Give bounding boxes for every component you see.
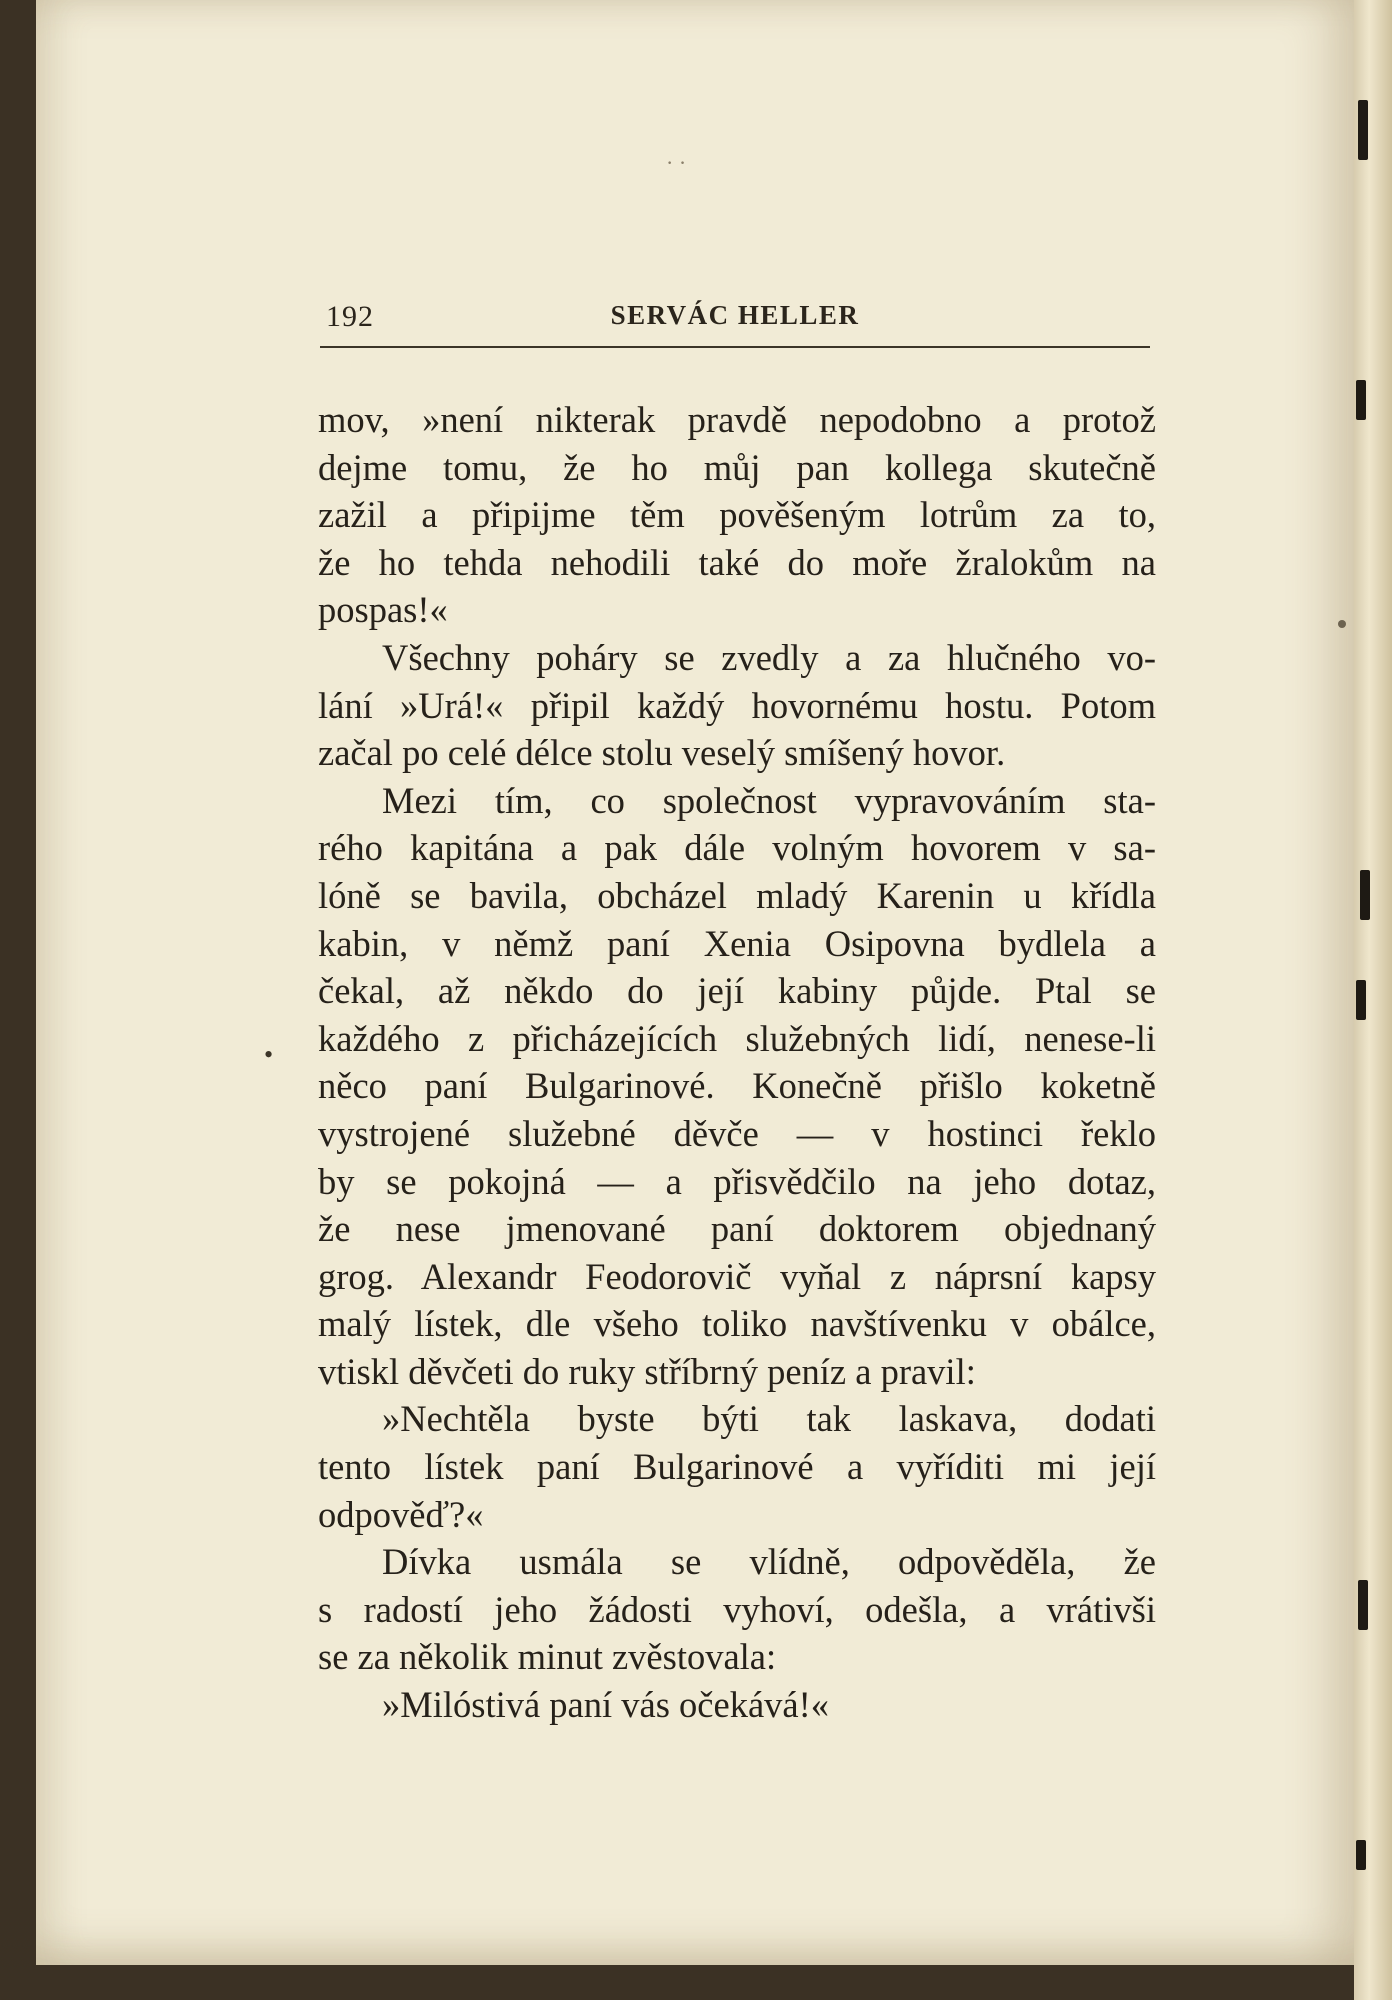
text-line: se za několik minut zvěstovala: <box>318 1636 777 1678</box>
page-number: 192 <box>326 300 374 333</box>
text-line: že ho tehda nehodili také do moře žralokům na <box>318 541 1156 583</box>
text-line: by se pokojná — a přisvědčilo na jeho dotaz, <box>318 1160 1156 1202</box>
text-line: čekal, až někdo do její kabiny půjde. Ptal se <box>318 970 1156 1012</box>
edge-mark <box>1356 1840 1366 1870</box>
text-line: že nese jmenované paní doktorem objednaný <box>318 1208 1156 1250</box>
edge-mark <box>1360 870 1370 920</box>
text-line: tento lístek paní Bulgarinové a vyříditi mi její <box>318 1446 1156 1488</box>
stray-dot <box>1338 620 1346 628</box>
text-line: vystrojené služebné děvče — v hostinci řeklo <box>318 1112 1156 1154</box>
text-line: malý lístek, dle všeho toliko navštívenku v obálce, <box>318 1303 1156 1345</box>
text-line: odpověď?« <box>318 1493 484 1535</box>
text-line: lóně se bavila, obcházel mladý Karenin u křídla <box>318 874 1156 916</box>
text-line: každého z přicházejících služebných lidí, nenese-li <box>318 1017 1156 1059</box>
text-line: Všechny poháry se zvedly a za hlučného vo- <box>382 636 1156 678</box>
top-mark: · · <box>666 150 687 175</box>
text-line: kabin, v němž paní Xenia Osipovna bydlela a <box>318 922 1156 964</box>
edge-mark <box>1356 980 1366 1020</box>
text-line: rého kapitána a pak dále volným hovorem v sa- <box>318 827 1156 869</box>
text-line: Mezi tím, co společnost vypravováním sta- <box>382 779 1156 821</box>
text-line: s radostí jeho žádosti vyhoví, odešla, a vrátivši <box>318 1588 1156 1630</box>
body-text <box>318 396 1156 1729</box>
text-line: Dívka usmála se vlídně, odpověděla, že <box>382 1541 1156 1583</box>
text-line: začal po celé délce stolu veselý smíšený hovor. <box>318 732 1006 774</box>
text-line: mov, »není nikterak pravdě nepodobno a protož <box>318 399 1156 440</box>
edge-mark <box>1358 100 1368 160</box>
text-line: vtiskl děvčeti do ruky stříbrný peníz a pravil: <box>318 1350 976 1392</box>
text-line: něco paní Bulgarinové. Konečně přišlo koketně <box>318 1065 1156 1107</box>
page-edge <box>1354 0 1392 2000</box>
margin-dot: • <box>264 1040 274 1069</box>
text-line: »Nechtěla byste býti tak laskava, dodati <box>382 1398 1156 1440</box>
text-line: zažil a připijme těm pověšeným lotrům za to, <box>318 494 1156 536</box>
text-line: pospas!« <box>318 589 448 631</box>
running-head <box>320 296 1150 348</box>
text-line: dejme tomu, že ho můj pan kollega skutečně <box>318 446 1156 488</box>
edge-mark <box>1356 380 1366 420</box>
edge-mark <box>1358 1580 1368 1630</box>
running-title: SERVÁC HELLER <box>610 300 860 330</box>
text-line: grog. Alexandr Feodorovič vyňal z náprsní kapsy <box>318 1255 1156 1297</box>
text-line: »Milóstivá paní vás očekává!« <box>382 1684 830 1726</box>
text-line: lání »Urá!« připil každý hovornému hostu. Potom <box>318 684 1156 726</box>
